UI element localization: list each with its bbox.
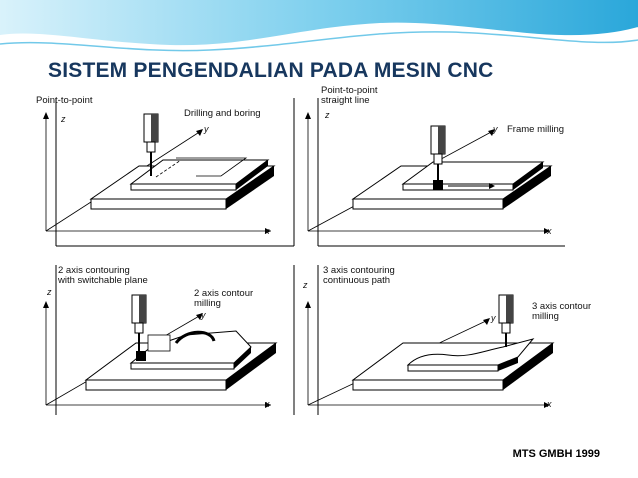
caption-2-axis-contouring: 2 axis contouring [58,265,130,276]
axis-y-label: y [493,124,498,134]
cnc-figure [36,85,592,424]
caption-point-to-point: Point-to-point [36,95,93,106]
credit-text: MTS GMBH 1999 [512,448,600,460]
axis-x-label: x [265,399,270,409]
caption-switchable-plane: with switchable plane [58,275,148,286]
panel-2-drawing [303,86,570,255]
operation-drilling-boring: Drilling and boring [184,108,261,119]
operation-2-axis-contour: 2 axis contour [194,288,254,299]
panel-2-axis-contouring [36,255,303,424]
panel-3-axis-contouring [303,255,592,424]
operation-frame-milling: Frame milling [507,124,565,135]
panel-1-drawing [36,86,303,255]
caption-point-to-point-2: Point-to-point [321,85,378,96]
operation-milling-4: milling [532,311,559,322]
caption-continuous-path: continuous path [323,275,391,286]
slide-title: SISTEM PENGENDALIAN PADA MESIN CNC [48,59,494,82]
caption-3-axis-contouring: 3 axis contouring [323,265,395,276]
caption-straight-line: straight line [321,95,370,106]
axis-z-label: z [303,280,308,290]
header-wave-decoration [0,0,638,60]
panel-point-to-point [36,86,303,255]
axis-x-label: x [547,226,552,236]
axis-y-label: y [491,313,496,323]
axis-z-label: z [325,110,330,120]
axis-y-label: y [201,310,206,320]
operation-milling: milling [194,298,221,309]
axis-y-label: y [204,124,209,134]
axis-z-label: z [47,287,52,297]
operation-3-axis-contour: 3 axis contour [532,301,592,312]
axis-z-label: z [61,114,66,124]
axis-x-label: x [547,399,552,409]
axis-x-label: x [265,226,270,236]
panel-straight-line [303,86,570,255]
